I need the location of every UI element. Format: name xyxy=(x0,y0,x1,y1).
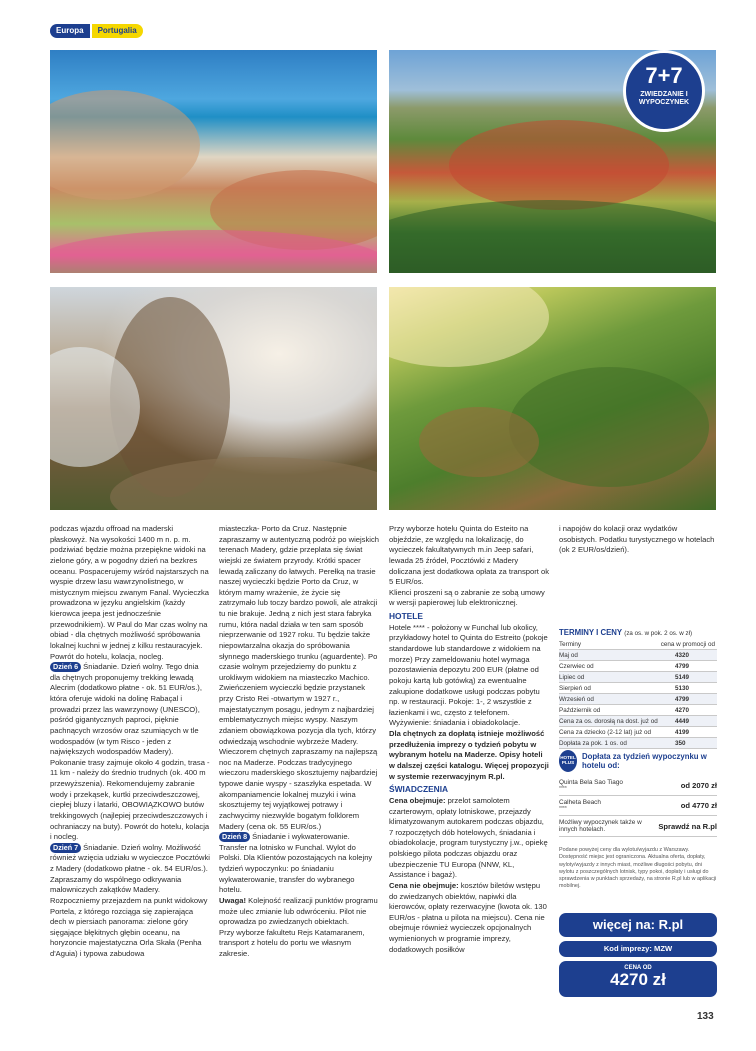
tag-country[interactable]: Portugalia xyxy=(92,24,143,38)
text-column-3 xyxy=(389,524,549,955)
prices-title: TERMINY I CENY (za os. w pok. 2 os. w zł) xyxy=(559,628,693,637)
paragraph-day-6 xyxy=(50,662,210,843)
excluded-text: kosztów biletów wstępu do zwiedzanych obiektów, napiwki dla kierowców, opłaty rezerwacyjne (kwota ok. 130 EUR/os - płatna u pilota na miejscu). Cena nie obejmuje również wycieczek opcjonalnych wymienionych w programie imprezy, dodatkowych posiłków xyxy=(389,880,547,954)
hotel-supplement-box xyxy=(559,750,717,891)
photo-mountain-peak xyxy=(50,287,377,510)
day-8-text: Śniadanie i wykwaterowanie. Transfer na lotnisko w Funchal. Wylot do Polski. Dla Klientów pozostających na kolejny tydzień wypoczynku: po śniadaniu wykwaterowanie, transfer do wybranego hotelu. xyxy=(219,832,373,895)
prices-title-note: (za os. w pok. 2 os. w zł) xyxy=(624,630,693,637)
included-text: przelot samolotem czarterowym, opłaty lotniskowe, przejazdy klimatyzowanym autokarem podczas objazdu, 7 rozpoczętych dób hotelowych, śniadania i obiadokolacje, program turystyczny j.w., opiekę polskiego pilota podczas objazdu oraz ubezpieczenie TU Europa (NNW, KL, Assistance i bagaż). xyxy=(389,795,548,880)
excluded-label: Cena nie obejmuje: xyxy=(389,880,459,890)
star-rating: **** xyxy=(559,806,567,812)
photo-coastal-town xyxy=(50,50,377,273)
supplement-title: Dopłata za tydzień wypoczynku w hotelu od: xyxy=(582,751,707,770)
paragraph-included xyxy=(389,796,549,881)
paragraph: Przy wyborze fakultetu Rejs Katamaranem, transport z hotelu do portu we własnym zakresie. xyxy=(219,927,365,958)
more-info-button[interactable]: więcej na: R.pl xyxy=(559,913,717,937)
supplement-price: od 2070 zł xyxy=(680,781,717,790)
photo-green-valley xyxy=(389,287,716,510)
badge-number: 7+7 xyxy=(645,63,683,88)
included-label: Cena obejmuje: xyxy=(389,795,446,805)
paragraph-note xyxy=(219,896,379,928)
photo-sunlight-shape xyxy=(389,287,549,367)
price-from-value: 4270 zł xyxy=(610,970,666,989)
hotel-name: Calheta Beach **** xyxy=(559,799,601,812)
region-tags xyxy=(50,24,143,38)
photo-village-shape xyxy=(419,407,539,477)
hotels-heading: HOTELE xyxy=(389,611,423,621)
text-column-1 xyxy=(50,524,210,960)
price-row: Sierpień od 5130 xyxy=(559,683,717,694)
supplement-price: od 4770 zł xyxy=(680,801,717,810)
prices-header-left: Terminy xyxy=(559,640,582,648)
supplement-more-row xyxy=(559,816,717,837)
text-column-2 xyxy=(219,524,379,960)
paragraph: Hotele **** - położony w Funchal lub okolicy, przykładowy hotel to Quinta do Estreito (pokoje standardowe lub standardowe z widokiem na morze) Przy zameldowaniu hotel wymaga pozostawienia depozytu 200 EUR (płatne od pokoju kartą lub gotówką) za ewentualne zakupione dodatkowe usługi podczas pobytu np. w restauracji. Pokoje: 1-, 2 wszystkie z łazienkami i wc, często z telefonem. Wyżywienie: śniadania i obiadokolacje. xyxy=(389,622,548,728)
supplement-row xyxy=(559,796,717,816)
price-row: Cena za dziecko (2-12 lat) już od 4199 xyxy=(559,727,717,738)
supplement-header xyxy=(559,750,717,772)
paragraph-day-8 xyxy=(219,832,379,896)
photo-garden-beds-shape xyxy=(449,120,669,210)
badge-text: ZWIEDZANIE I WYPOCZYNEK xyxy=(638,91,690,107)
note-label: Uwaga! xyxy=(219,895,247,905)
services-heading: ŚWIADCZENIA xyxy=(389,784,449,795)
tag-region[interactable]: Europa xyxy=(50,24,90,38)
text-column-4 xyxy=(559,524,717,556)
tour-code-badge: Kod imprezy: MZW xyxy=(559,941,717,957)
paragraph-excluded xyxy=(389,881,549,955)
star-rating: **** xyxy=(559,786,567,792)
hotel-name: Quinta Bela Sao Tiago **** xyxy=(559,779,623,792)
prices-table xyxy=(559,628,717,749)
price-from-box xyxy=(559,961,717,997)
day-7-text: Śniadanie. Dzień wolny. Możliwość również wzięcia udziału w wycieczce Pocztówki z Madery (dodatkowo płatne - ok. 54 EUR/os.). Zapraszamy do wspólnego odkrywania malowniczych zakątków Madery. Rozpoczniemy przejazdem na punkt widokowy Portela, z którego rozciąga się zapierająca dech w piersiach panorama: zielone góry sięgające błękitnych głębin oceanu, na horyzoncie majestatyczna Orla Skała (Penha d'Aguia) i typowa zabudowa xyxy=(50,842,210,958)
photo-terraces-shape xyxy=(509,367,709,487)
paragraph: Klienci proszeni są o zabranie ze sobą umowy w wersji papierowej lub elektronicznej. xyxy=(389,587,545,608)
price-row: Dopłata za pok. 1 os. od 350 xyxy=(559,738,717,749)
price-row: Maj od 4320 xyxy=(559,650,717,661)
price-row: Październik od 4270 xyxy=(559,705,717,716)
prices-header-right: cena w promocji od xyxy=(660,640,715,648)
paragraph: i napojów do kolacji oraz wydatków osobistych. Podatku turystycznego w hotelach (ok 2 EUR/os/dzień). xyxy=(559,524,715,555)
day-6-text: Śniadanie. Dzień wolny. Tego dnia dla chętnych proponujemy trekking lewadą Alecrim (dodatkowo płatne - ok. 51 EUR/os.), która oferuje widoki na dolinę Rabaçal i prowadzi przez las wawrzynowy (UNESCO), pośród gigantycznych paproci, pięknie pachnących wrzosów oraz szumiących w tle wodospadów (w tym Risco - jeden z największych wodospadów Madery). Pokonanie trasy zajmuje około 4 godzin, trasa - 11 km - należy do średnio trudnych (ok. 400 m przewyższenia). Rekomendujemy zabranie wody i przekąsek, kurtki przeciwdeszczowej, ciepłej bluzy i latarki, OBOWIĄZKOWO butów trekkingowych (najlepiej przeciwdeszczowych i ochraniaczy na buty). Powrót do hotelu, kolacja i nocleg. xyxy=(50,662,210,842)
price-row: Lipiec od 5149 xyxy=(559,672,717,683)
photo-town-shape xyxy=(50,90,200,200)
note-text: Kolejność realizacji punktów programu może ulec zmianie lub odwróceniu. Pilot nie oprowadza po zwiedzanych obiektach. xyxy=(219,895,378,927)
price-row: Cena za os. dorosłą na dost. już od 4449 xyxy=(559,716,717,727)
check-website-link[interactable]: Sprawdź na R.pl xyxy=(658,821,717,831)
supplement-row xyxy=(559,776,717,796)
photo-plants-shape xyxy=(389,200,716,273)
tour-type-badge xyxy=(623,50,705,132)
day-7-label: Dzień 7 xyxy=(50,843,81,853)
price-from-label: CENA OD xyxy=(624,965,652,971)
paragraph-day-7 xyxy=(50,843,210,960)
disclaimer-note: Podane powyżej ceny dla wylotu/wyjazdu z Warszawy. Dostępność miejsc jest ograniczona. Aktualna oferta, dopłaty, wyloty/wyjazdy z innych miast, możliwe długości pobytu, dni wylotu z poszczególnych lotnisk, typy pokoi, dopłaty i usługi do sprawdzenia w punktach sprzedaży, na stronie R.pl lub w aplikacji mobilnej. xyxy=(559,847,717,890)
paragraph: Wieczorem chętnych zapraszamy na najlepszą noc na Maderze. Podczas tradycyjnego wieczoru maderskiego skosztujemy najbardziej typowe danie wyspy - szaszłyka espetada. W akompaniamencie lokalnej muzyki i wina skosztujemy tej wyjątkowej potrawy i zachwycimy niezwykle bogatym folklorem Madery (cena ok. 55 EUR/os.) xyxy=(219,747,378,831)
price-row: Wrzesień od 4799 xyxy=(559,694,717,705)
page-number: 133 xyxy=(697,1011,714,1022)
hotel-plus-icon: HOTEL PLUS xyxy=(559,750,577,772)
day-6-label: Dzień 6 xyxy=(50,662,81,672)
more-hotels-text: Możliwy wypoczynek także w innych hotelach. xyxy=(559,819,642,833)
paragraph: miasteczka- Porto da Cruz. Następnie zapraszamy w autentyczną podróż po wiejskich terenach Madery, gdzie przeplata się świat wiejski ze światem przyrody. Krótki spacer lewadą zaliczany do łatwych. Perełką na trasie naszej wycieczki będzie Porto da Cruz, w którym mamy wrażenie, że życie się zatrzymało lub toczy bardzo powoli, ale atrakcji tu nie brakuje. Jedną z nich jest stara fabryka rumu, która nadal działa w ten sam sposób nieprzerwanie od 1927 roku. Tu będzie także niepowtarzalna okazja do spróbowania słynnego maderskiego trunku (aguardente). Po czasie wolnym przejedziemy do punktu z urokliwym widokiem na miasteczko Machico. Zwieńczeniem wycieczki będzie przystanek przy Cristo Rei -otwartym w 1927 r., majestatycznym posągu, jednym z najbardziej emblematycznych miejsc wyspy. Naszym zdaniem obowiązkowa pozycja dla tych, którzy odwiedzają wschodnie wybrzeże Madery. xyxy=(219,524,379,746)
prices-header-row xyxy=(559,639,717,650)
day-8-label: Dzień 8 xyxy=(219,832,250,842)
paragraph: Przy wyborze hotelu Quinta do Esteito na objeździe, ze względu na lokalizację, do wycieczek fakultatywnych m.in Jeep safari, lewada 25 źródeł, Pocztówki z Madery doliczana jest dodatkowa opłata za transport ok 5 EUR/os. xyxy=(389,524,549,587)
paragraph: podczas wjazdu offroad na maderski płaskowyż. Na wysokości 1400 m n. p. m. podziwiać będzie można przepiękne widoki na zielone góry, a w pogodny dzień na bezkres oceanu. Pospacerujemy wśród najstarszych na wyspie drzew lasu wawrzynolistnego, w mistycznym miejscu zwanym Fanal. Wycieczka prowadzona w języku angielskim (każdy kierowca jeepa jest jednocześnie przewodnikiem). W Paul do Mar czas wolny na obiad - dla chętnych możliwość spróbowania lokalnej kuchni w jednej z kilku restauracyjek. Powrót do hotelu, kolacja, nocleg. xyxy=(50,524,210,661)
price-row: Czerwiec od 4799 xyxy=(559,661,717,672)
paragraph-extension: Dla chętnych za dopłatą istnieje możliwość przedłużenia imprezy o tydzień pobytu w wybranym hotelu na Maderze. Opisy hoteli w dalszej części katalogu. Więcej propozycji w systemie rezerwacyjnym R.pl. xyxy=(389,729,549,781)
